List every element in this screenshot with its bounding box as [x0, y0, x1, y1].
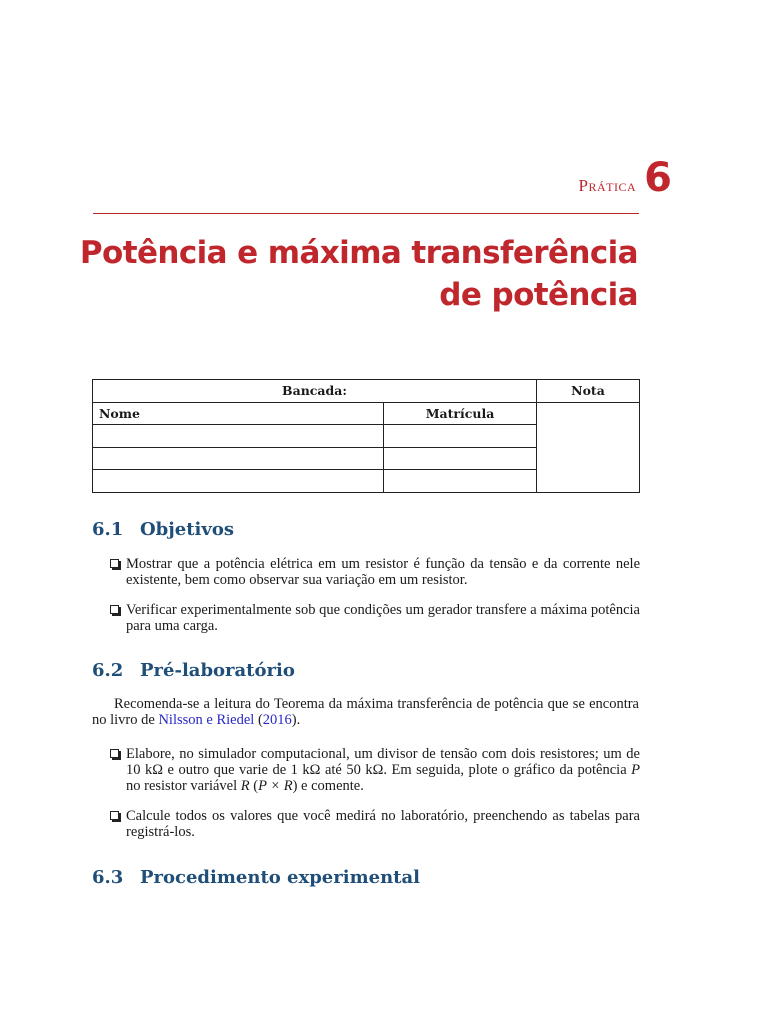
- section-number: 6.2: [92, 660, 124, 681]
- section-heading-objetivos: [92, 519, 234, 540]
- bullet-text: [126, 746, 640, 794]
- checkbox-square-icon: [110, 749, 119, 758]
- bullet-text: Calcule todos os valores que você medirá no laboratório, preenchendo as tabelas para registrá-los.: [126, 808, 640, 840]
- citation-close: ).: [291, 712, 301, 728]
- chapter-label: [578, 155, 672, 201]
- citation-authors-link[interactable]: Nilsson e Riedel: [158, 712, 255, 728]
- nota-cell[interactable]: [537, 402, 640, 492]
- nome-cell[interactable]: [93, 470, 384, 493]
- checkbox-square-icon: [110, 605, 119, 614]
- nota-label: Nota: [537, 380, 640, 403]
- math-expression: P × R: [258, 778, 293, 794]
- section-number: 6.1: [92, 519, 124, 540]
- math-symbol: R: [240, 778, 250, 794]
- list-item: [110, 602, 640, 634]
- section-title: Objetivos: [140, 519, 234, 540]
- checkbox-square-icon: [110, 559, 119, 568]
- paragraph-text: Recomenda-se a leitura do Teorema da máxima transferência de potência que se encontra no livro de: [92, 696, 639, 728]
- section-number: 6.3: [92, 867, 124, 888]
- citation-open: (: [254, 712, 263, 728]
- bancada-label: Bancada:: [93, 380, 537, 403]
- section-heading-procedimento: [92, 867, 420, 888]
- objetivos-list: [110, 556, 640, 648]
- matricula-header: Matrícula: [384, 402, 537, 425]
- bullet-text-part: no resistor variável: [126, 778, 241, 794]
- bullet-text-part: (: [249, 778, 259, 794]
- bullet-text-part: ) e comente.: [292, 778, 364, 794]
- checkbox-square-icon: [110, 811, 119, 820]
- list-item: [110, 808, 640, 840]
- header-rule: [93, 213, 639, 214]
- bullet-text: Mostrar que a potência elétrica em um resistor é função da tensão e da corrente nele existente, bem como observar sua variação em um resistor.: [126, 556, 640, 588]
- nome-cell[interactable]: [93, 425, 384, 448]
- identification-table: [92, 379, 640, 493]
- section-title: Procedimento experimental: [140, 867, 420, 888]
- bullet-text-part: Elabore, no simulador computacional, um divisor de tensão com dois resistores; um de 10 kΩ e outro que varie de 1 kΩ até 50 kΩ. Em seguida, plote o gráfico da potência: [126, 746, 640, 778]
- nome-header: Nome: [93, 402, 384, 425]
- citation-year-link[interactable]: 2016: [262, 712, 292, 728]
- matricula-cell[interactable]: [384, 447, 537, 470]
- list-item: [110, 746, 640, 794]
- pre-lab-paragraph: [92, 696, 639, 728]
- section-heading-pre-laboratorio: [92, 660, 295, 681]
- section-title: Pré-laboratório: [140, 660, 295, 681]
- matricula-cell[interactable]: [384, 470, 537, 493]
- chapter-word: Prática: [578, 176, 637, 195]
- pre-lab-list: [110, 746, 640, 854]
- nome-cell[interactable]: [93, 447, 384, 470]
- page-title: Potência e máxima transferência de potência: [79, 235, 638, 313]
- bullet-text: Verificar experimentalmente sob que condições um gerador transfere a máxima potência para uma carga.: [126, 602, 640, 634]
- chapter-number: 6: [644, 155, 672, 201]
- math-symbol: P: [631, 762, 640, 778]
- matricula-cell[interactable]: [384, 425, 537, 448]
- list-item: [110, 556, 640, 588]
